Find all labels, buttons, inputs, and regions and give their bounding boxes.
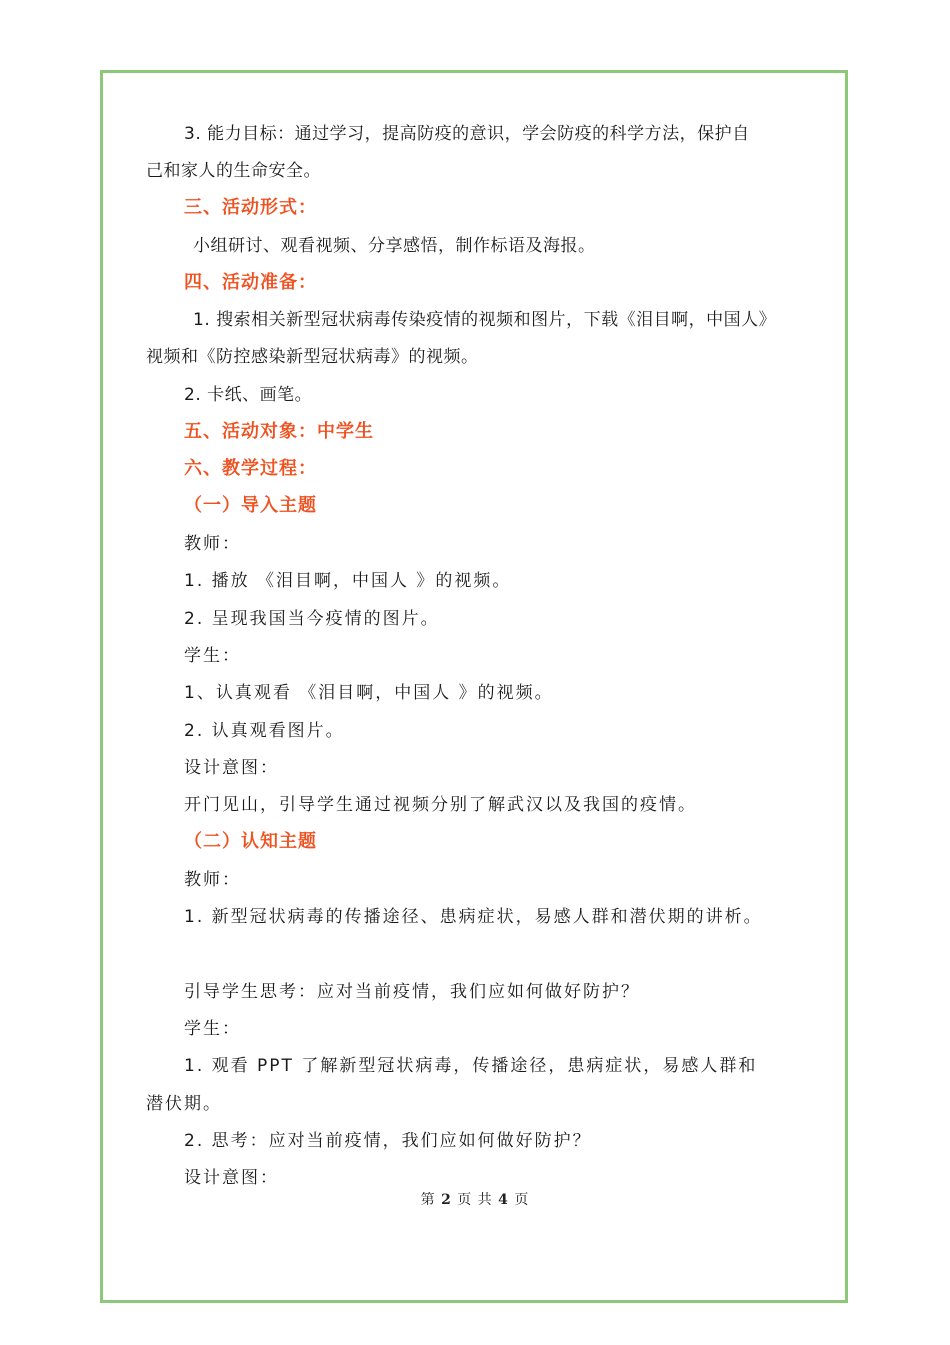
footer-middle: 页 共 [457, 1192, 493, 1208]
preparation-item1-line2: 视频和《防控感染新型冠状病毒》的视频。 [146, 347, 479, 367]
section1-student-item2: 2. 认真观看图片。 [184, 721, 345, 741]
process-heading: 六、教学过程： [184, 458, 317, 479]
section2-intent-label: 设计意图： [184, 1168, 279, 1188]
ability-goal-line2: 己和家人的生命安全。 [146, 161, 321, 181]
activity-form-text: 小组研讨、观看视频、分享感悟，制作标语及海报。 [193, 236, 596, 256]
section2-teacher-item2: 引导学生思考：应对当前疫情，我们应如何做好防护？ [184, 982, 640, 1002]
section1-teacher-item2: 2. 呈现我国当今疫情的图片。 [184, 609, 440, 629]
section1-intent-text: 开门见山，引导学生通过视频分别了解武汉以及我国的疫情。 [184, 795, 697, 815]
preparation-item2: 2. 卡纸、画笔。 [184, 385, 313, 405]
section2-student-item1-line2: 潜伏期。 [146, 1094, 222, 1114]
page-footer [0, 1190, 950, 1210]
section1-heading: （一）导入主题 [184, 495, 317, 516]
section1-student-item1: 1、认真观看 《泪目啊，中国人 》的视频。 [184, 683, 554, 703]
preparation-item1-line1: 1. 搜索相关新型冠状病毒传染疫情的视频和图片，下载《泪目啊，中国人》 [193, 310, 777, 330]
section2-student-item1-line1: 1. 观看 PPT 了解新型冠状病毒，传播途径，患病症状，易感人群和 [184, 1056, 758, 1076]
activity-form-heading: 三、活动形式： [184, 197, 317, 218]
footer-current-page: 2 [441, 1192, 452, 1208]
section2-student-item2: 2. 思考：应对当前疫情，我们应如何做好防护？ [184, 1131, 592, 1151]
preparation-heading: 四、活动准备： [184, 272, 317, 293]
section1-teacher-item1: 1. 播放 《泪目啊，中国人 》的视频。 [184, 571, 512, 591]
ability-goal-line1: 3. 能力目标：通过学习，提高防疫的意识，学会防疫的科学方法，保护自 [184, 124, 750, 144]
section2-teacher-item1: 1. 新型冠状病毒的传播途径、患病症状，易感人群和潜伏期的讲析。 [184, 907, 763, 927]
section2-student-label: 学生： [184, 1019, 241, 1039]
section1-student-label: 学生： [184, 646, 241, 666]
target-heading: 五、活动对象：中学生 [184, 421, 374, 442]
footer-prefix: 第 [420, 1192, 436, 1208]
footer-suffix: 页 [514, 1192, 530, 1208]
section2-heading: （二）认知主题 [184, 831, 317, 852]
section1-teacher-label: 教师： [184, 534, 241, 554]
footer-total-pages: 4 [498, 1192, 509, 1208]
section1-intent-label: 设计意图： [184, 758, 279, 778]
section2-teacher-label: 教师： [184, 870, 241, 890]
